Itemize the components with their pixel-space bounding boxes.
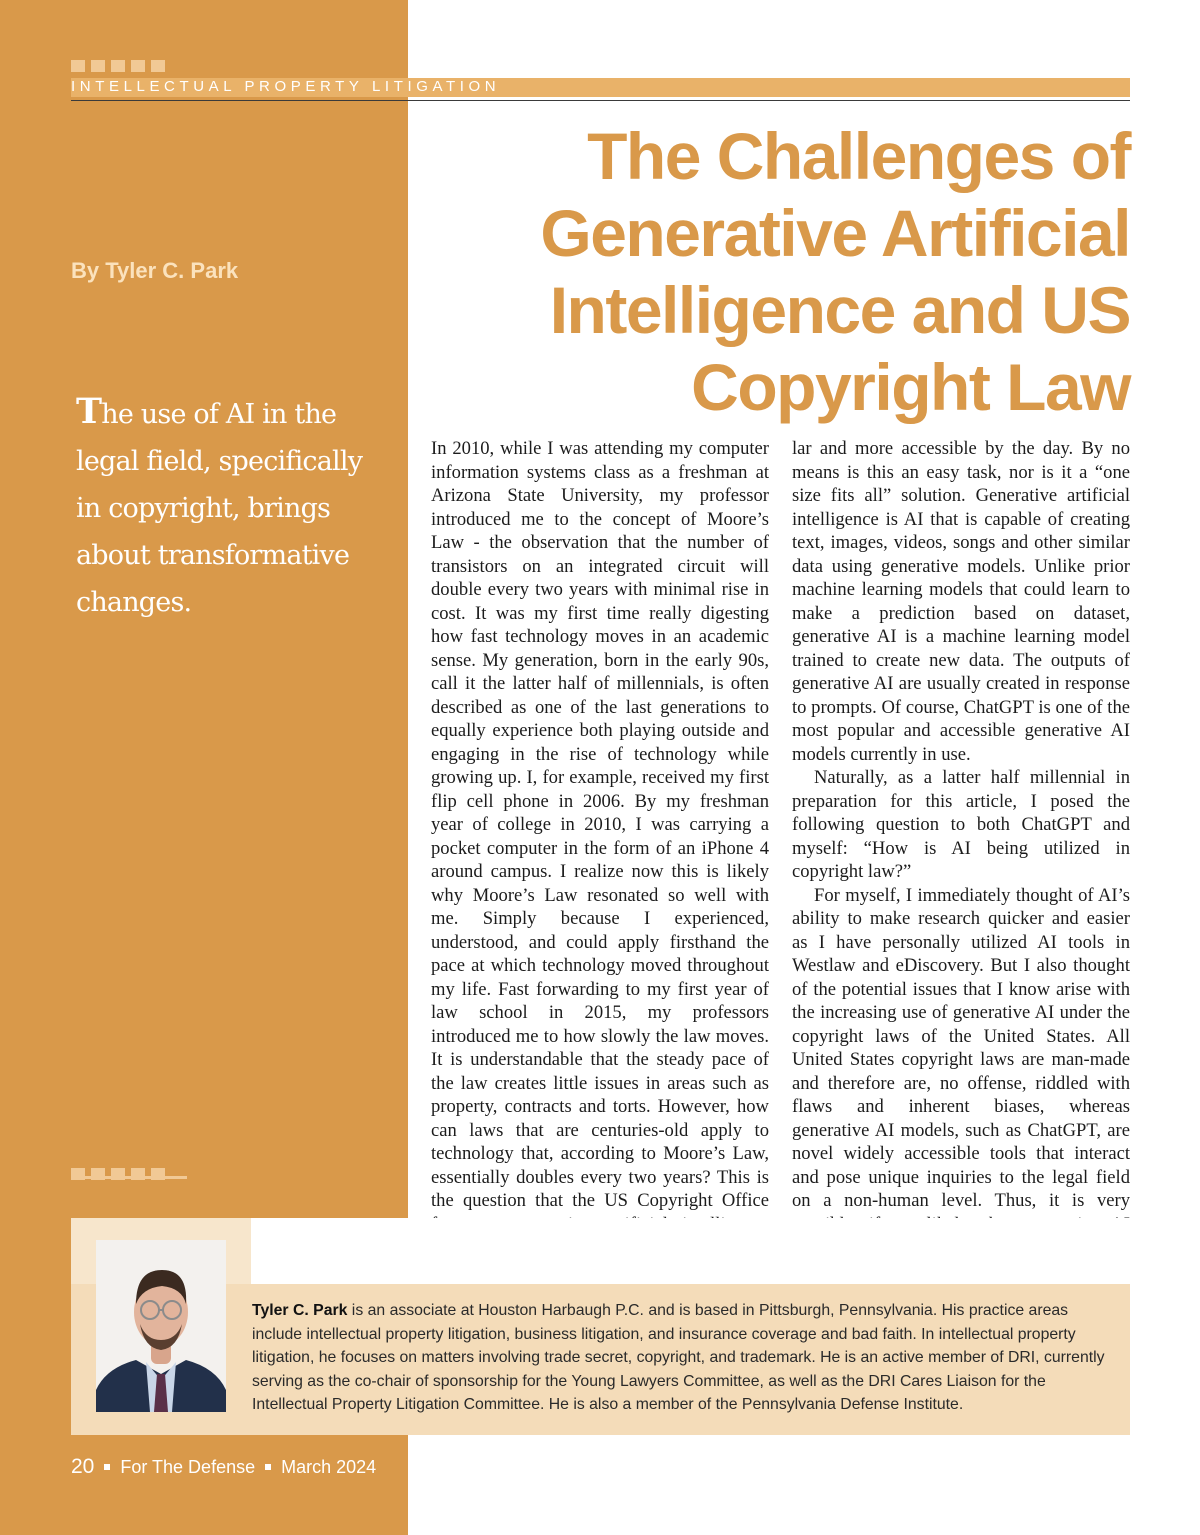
article-title: The Challenges of Generative Artificial Intelligence and US Copyright Law (540, 119, 1130, 424)
square-ornament (111, 60, 125, 72)
footer-separator (265, 1464, 271, 1470)
square-ornament (91, 60, 105, 72)
square-ornament (151, 60, 165, 72)
body-column-2 (792, 437, 1130, 1260)
author-portrait-illustration (96, 1240, 226, 1412)
page-footer (71, 1455, 376, 1479)
body-paragraph: lar and more accessible by the day. By no means is this an easy task, nor is it a “one size fits all” solution. Generative artificial intelligence is AI that is capable of creating text, images, videos, songs and other similar data using generative models. Unlike prior machine learning models that could learn to make a prediction based on dataset, generative AI is a machine learning model trained to create new data. The outputs of generative AI are usually created in response to prompts. Of course, ChatGPT is one of the most popular and accessible generative AI models currently in use. (792, 438, 1130, 765)
issue-date: March 2024 (281, 1456, 377, 1477)
pull-quote-text: he use of AI in the legal field, specifically in copyright, brings about transformative changes. (76, 399, 363, 618)
author-photo (96, 1240, 226, 1412)
body-column-1 (431, 437, 769, 1260)
section-rule (71, 100, 1130, 101)
body-paragraph: Naturally, as a latter half millennial in preparation for this article, I posed the following question to both ChatGPT and myself: “How is AI being utilized in copyright law?” (792, 767, 1130, 882)
decorative-squares-top (71, 60, 165, 72)
bio-white-notch (251, 1218, 1130, 1284)
author-bio (252, 1299, 1122, 1417)
decorative-rule (71, 1176, 187, 1179)
bio-description: is an associate at Houston Harbaugh P.C. and is based in Pittsburgh, Pennsylvania. His practice areas include intellectual property litigation, business litigation, and insurance coverage and bad faith. In intellectual property litigation, he focuses on matters involving trade secret, copyright, and trademark. He is an active member of DRI, currently serving as the co-chair of sponsorship for the Young Lawyers Committee, as well as the DRI Cares Liaison for the Intellectual Property Litigation Committee. He is also a member of the Pennsylvania Defense Institute. (252, 1302, 1105, 1413)
pull-quote-dropcap: T (76, 391, 102, 432)
footer-separator (104, 1464, 110, 1470)
square-ornament (131, 60, 145, 72)
section-label: INTELLECTUAL PROPERTY LITIGATION (71, 78, 501, 95)
bio-author-name: Tyler C. Park (252, 1302, 348, 1319)
body-paragraph: For myself, I immediately thought of AI’s ability to make research quicker and easier as I have personally utilized AI tools in Westlaw and eDiscovery. But I also thought of the potential issues that I know arise with the increasing use of generative AI under the copyright laws of the United States. All United States copyright laws are man-made and therefore are, no offense, riddled with flaws and inherent biases, whereas generative AI models, such as ChatGPT, are novel widely accessible tools that interact and pose unique inquiries to the legal field on a non-human level. Thus, it is very (792, 884, 1130, 1211)
square-ornament (71, 60, 85, 72)
publication-name: For The Defense (120, 1456, 256, 1477)
pull-quote (76, 388, 386, 626)
byline: By Tyler C. Park (71, 258, 239, 283)
page-number: 20 (71, 1455, 95, 1478)
body-paragraph: In 2010, while I was attending my computer information systems class as a freshman at Arizona State University, my professor introduced me to the concept of Moore’s Law - the observation that the number of transistors on an integrated circuit will double every two years with minimal rise in cost. It was my first time really digesting how fast technology moves in an academic sense. My generation, born in the early 90s, call it the latter half of millennials, is often described as one of the last generations to equally experience both playing outside and engaging in the rise of technology while growing up. I, for example, received my first flip cell phone in 2006. By my freshman year of college in 2010, I was carrying a pocket computer in the form of an iPhone 4 around campus. I realize now this is likely why Moore’s Law resonated so well with me. Simply because I experienced, understood, and could apply firsthand the pace at which technology moved throughout my life. Fast forwarding to my first year of law school in 2015, my professors introduced me to how slowly the law moves. It is understandable that the steady pace of the law creates little issues in areas such as property, contracts and torts. However, how can laws that are centuries-old apply to technology that, according to Moore’s Law, essentially doubles every two years? This is the question that the US Copyright Office (431, 438, 769, 1211)
